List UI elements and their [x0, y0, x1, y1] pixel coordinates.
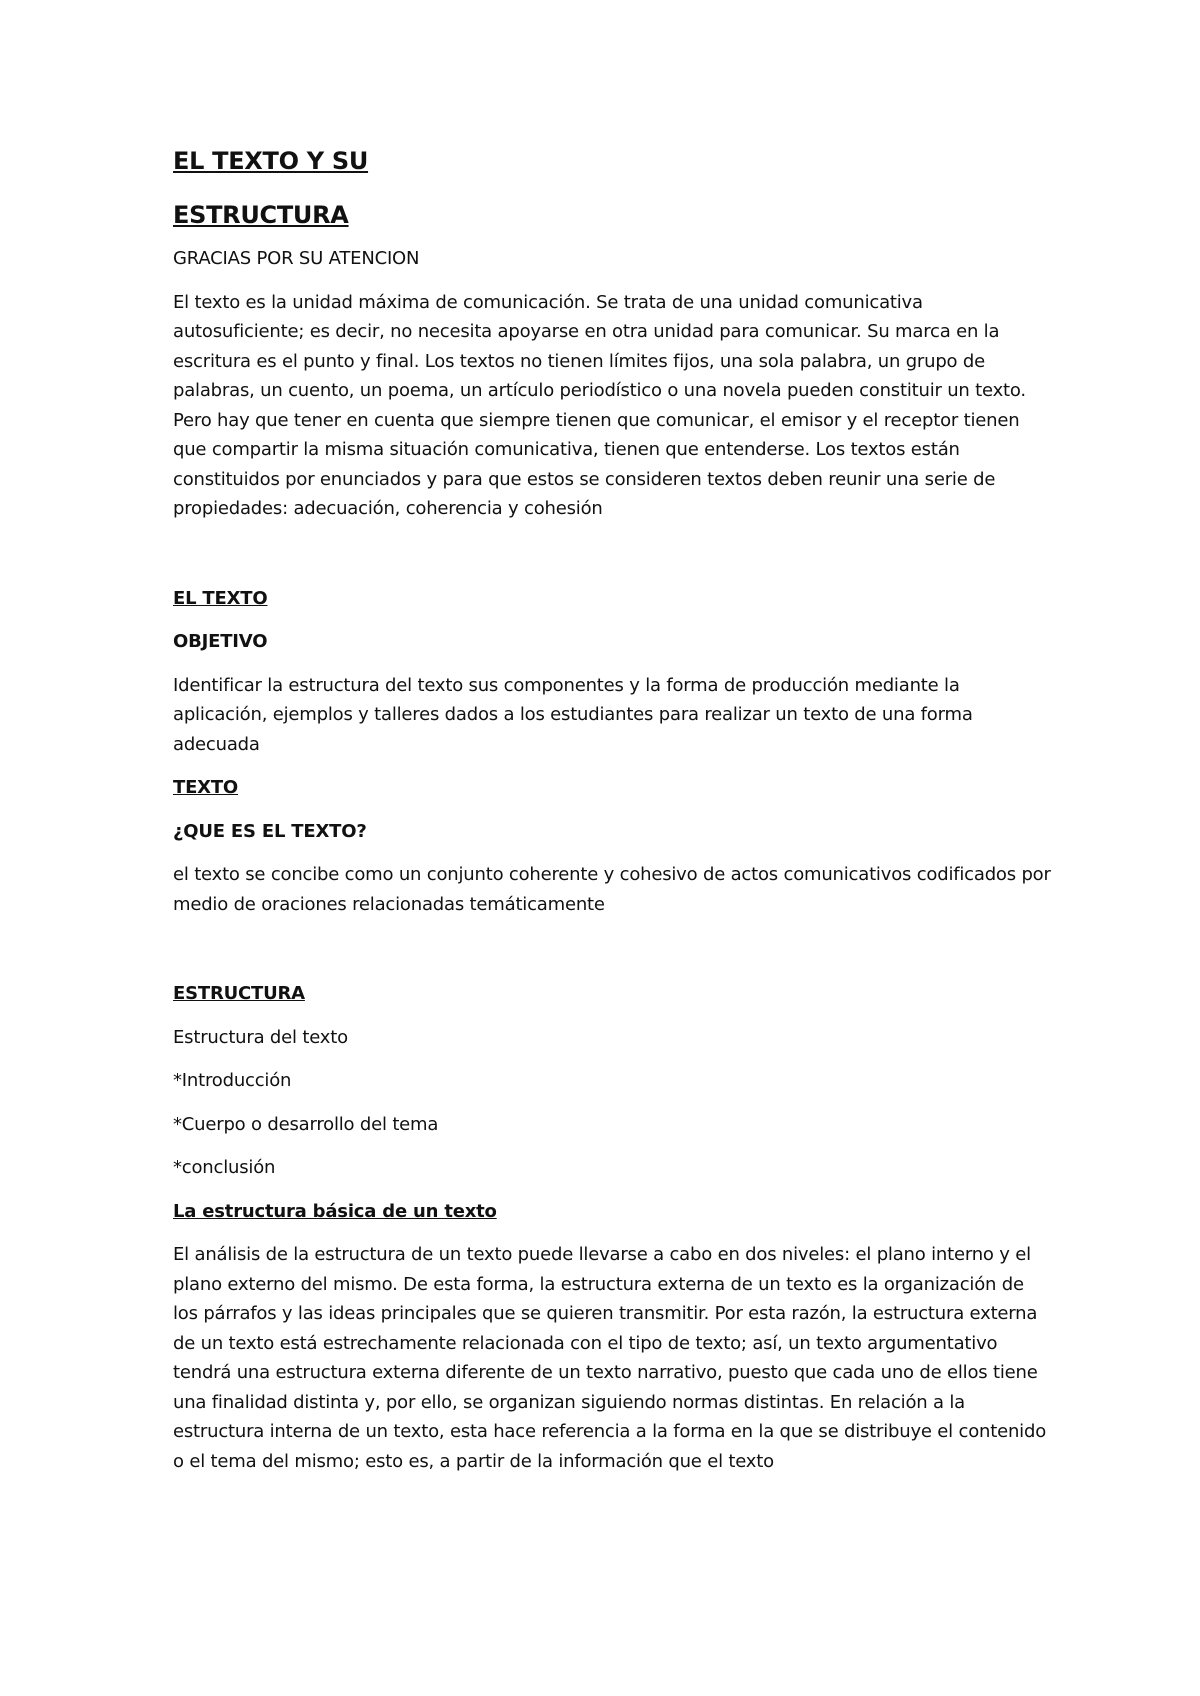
estructura-basica-heading: La estructura básica de un texto	[173, 1200, 497, 1222]
document-title-line2: ESTRUCTURA	[173, 201, 349, 229]
que-es-heading: ¿QUE ES EL TEXTO?	[173, 820, 367, 842]
objetivo-paragraph: Identificar la estructura del texto sus componentes y la forma de producción mediante la aplicación, ejemplos y talleres dados a los estudiantes para realizar un texto de una forma adecuada	[173, 674, 973, 755]
list-item: *conclusión	[173, 1157, 276, 1178]
document-content	[173, 146, 1053, 1476]
list-item: *Introducción	[173, 1070, 292, 1091]
estructura-label: Estructura del texto	[173, 1026, 348, 1048]
document-title-line1: EL TEXTO Y SU	[173, 147, 369, 175]
que-es-paragraph: el texto se concibe como un conjunto coherente y cohesivo de actos comunicativos codificados por medio de oraciones relacionadas temáticamente	[173, 864, 1051, 915]
section-heading-estructura: ESTRUCTURA	[173, 983, 305, 1004]
estructura-basica-paragraph: El análisis de la estructura de un texto puede llevarse a cabo en dos niveles: el plano interno y el plano externo del mismo. De esta forma, la estructura externa de un texto es la organización de los párrafos y las ideas principales que se quieren transmitir. Por esta razón, la estructura externa de un texto está estrechamente relacionada con el tipo de texto; así, un texto argumentativo tendrá una estructura externa diferente de un texto narrativo, puesto que cada uno de ellos tiene una finalidad distinta y, por ello, se organizan siguiendo normas distintas. En relación a la estructura interna de un texto, esta hace referencia a la forma en la que se distribuye el contenido o el tema del mismo; esto es, a partir de la información que el texto	[173, 1244, 1047, 1472]
objetivo-heading: OBJETIVO	[173, 631, 268, 652]
subtitle: GRACIAS POR SU ATENCION	[173, 248, 420, 269]
intro-paragraph: El texto es la unidad máxima de comunicación. Se trata de una unidad comunicativa autosuficiente; es decir, no necesita apoyarse en otra unidad para comunicar. Su marca en la escritura es el punto y final. Los textos no tienen límites fijos, una sola palabra, un grupo de palabras, un cuento, un poema, un artículo periodístico o una novela pueden constituir un texto. Pero hay que tener en cuenta que siempre tienen que comunicar, el emisor y el receptor tienen que compartir la misma situación comunicativa, tienen que entenderse. Los textos están constituidos por enunciados y para que estos se consideren textos deben reunir una serie de propiedades: adecuación, coherencia y cohesión	[173, 291, 1026, 519]
list-item: *Cuerpo o desarrollo del tema	[173, 1113, 439, 1135]
section-heading-texto: TEXTO	[173, 777, 239, 798]
section-heading-el-texto: EL TEXTO	[173, 587, 268, 609]
